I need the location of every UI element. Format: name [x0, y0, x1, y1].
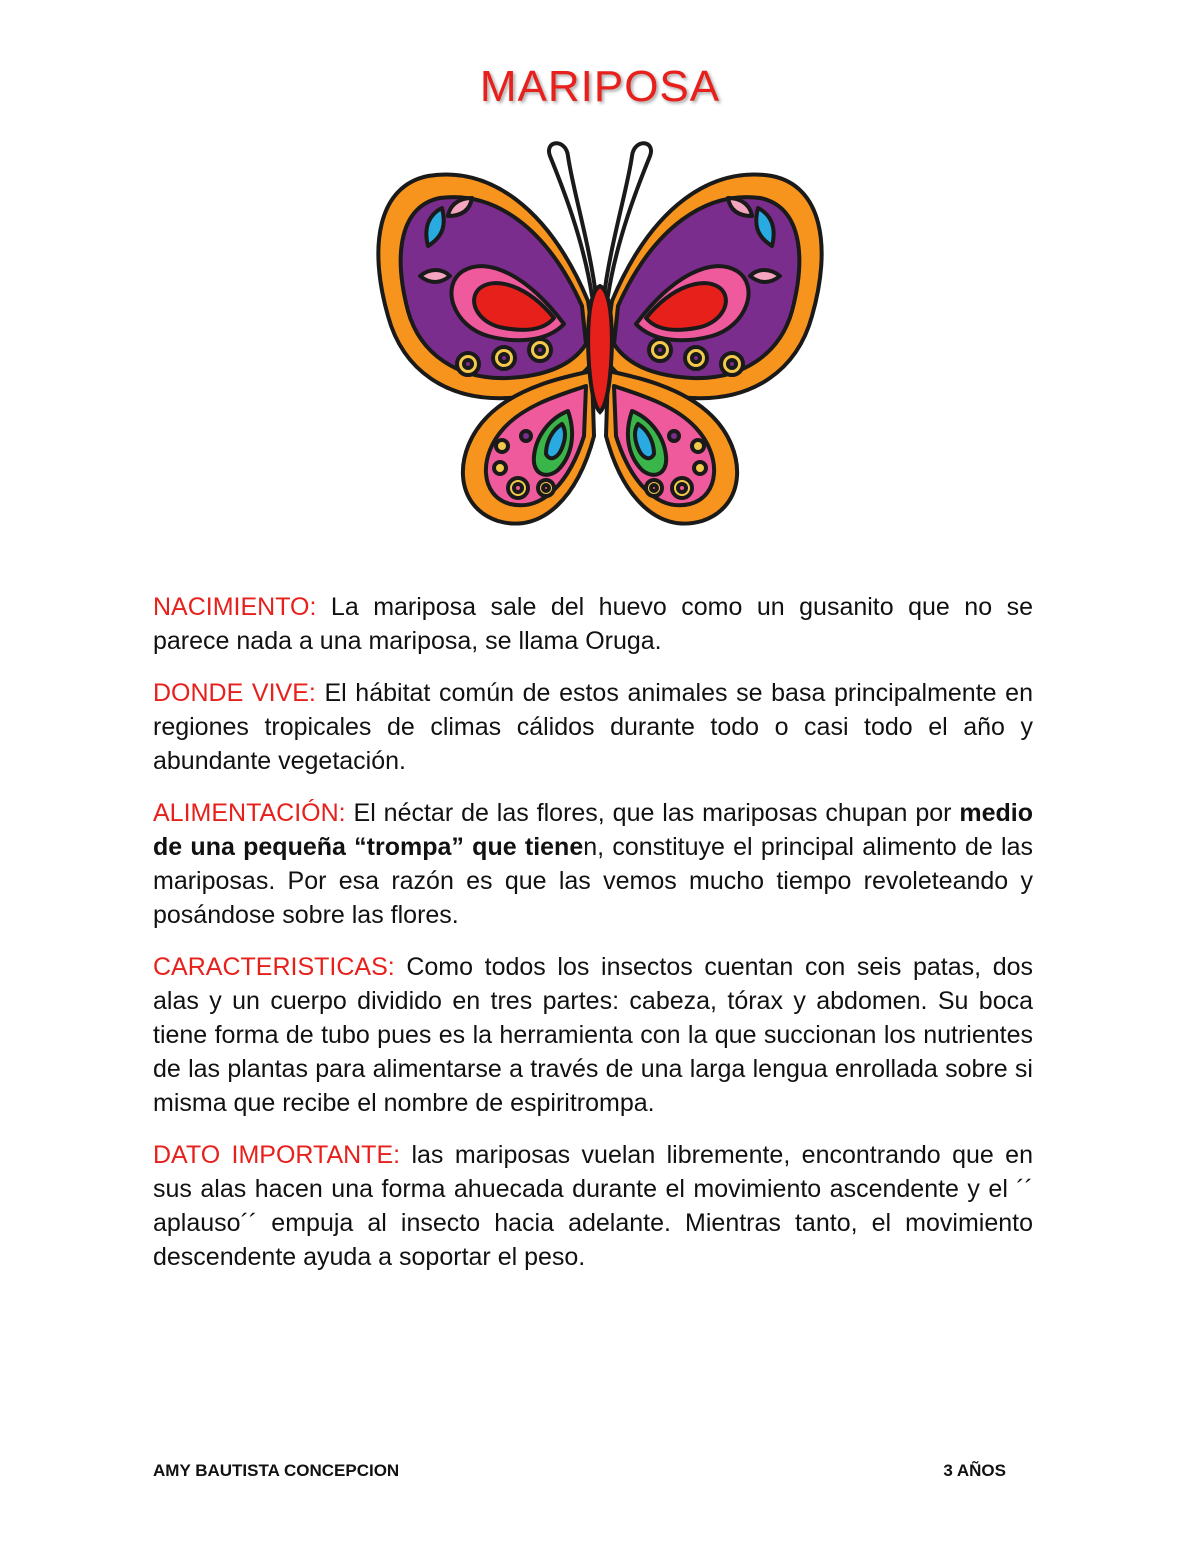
label-donde-vive: DONDE VIVE:	[153, 679, 316, 707]
text-donde-vive: El hábitat común de estos animales se basa principalmente en regiones tropicales de climas cálidos durante todo o casi todo el año y abundante vegetación.	[153, 679, 1033, 775]
paragraph-nacimiento	[153, 590, 1033, 658]
text-alimentacion-bold: medio de una pequeña “trompa” que tiene	[153, 799, 1033, 861]
footer-author: AMY BAUTISTA CONCEPCION	[153, 1461, 400, 1480]
label-nacimiento: NACIMIENTO:	[153, 593, 317, 621]
footer-age: 3 AÑOS	[943, 1461, 1006, 1480]
text-caracteristicas: Como todos los insectos cuentan con seis patas, dos alas y un cuerpo dividido en tres partes: cabeza, tórax y abdomen. Su boca tiene forma de tubo pues es la herramienta con la que succionan los nutrientes de las plantas para alimentarse a través de una larga lengua enrollada sobre si misma que recibe el nombre de espiritrompa.	[153, 953, 1033, 1117]
paragraph-donde-vive	[153, 676, 1033, 778]
text-dato-importante: las mariposas vuelan libremente, encontrando que en sus alas hacen una forma ahuecada durante el movimiento ascendente y el ´´ aplauso´´ empuja al insecto hacia adelante. Mientras tanto, el movimiento descendente ayuda a soportar el peso.	[153, 1141, 1033, 1271]
paragraph-dato-importante	[153, 1138, 1033, 1274]
paragraph-alimentacion	[153, 796, 1033, 932]
page-title: MARIPOSA	[479, 62, 721, 111]
label-caracteristicas: CARACTERISTICAS:	[153, 953, 395, 981]
label-alimentacion: ALIMENTACIÓN:	[153, 799, 346, 827]
paragraph-caracteristicas	[153, 950, 1033, 1120]
butterfly-icon	[368, 136, 832, 536]
text-alimentacion-b: n, constituye el principal alimento de las mariposas. Por esa razón es que las vemos mucho tiempo revoleteando y posándose sobre las flores.	[153, 833, 1033, 929]
text-nacimiento: La mariposa sale del huevo como un gusanito que no se parece nada a una mariposa, se llama Oruga.	[153, 593, 1033, 655]
text-alimentacion-a: El néctar de las flores, que las mariposas chupan por	[345, 799, 960, 827]
label-dato-importante: DATO IMPORTANTE:	[153, 1141, 401, 1169]
document-body	[153, 590, 1033, 1292]
